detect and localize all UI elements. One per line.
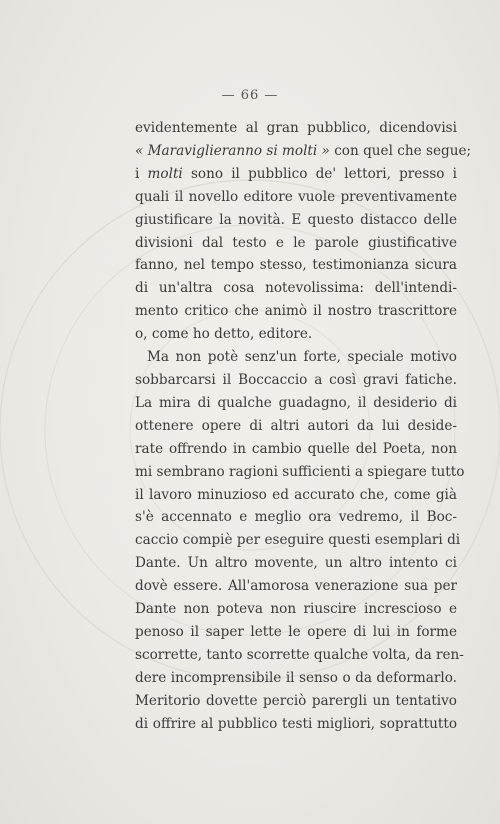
text-line: penoso il saper lette le opere di lui in forme (135, 623, 457, 640)
text-line: Dante. Un altro movente, un altro intento ci (135, 555, 457, 572)
text-line: mi sembrano ragioni sufficienti a spiegare tutto (135, 463, 465, 480)
text-line: s'è accennato e meglio ora vedremo, il Boc- (135, 509, 457, 526)
text-line: dere incomprensibile il senso o da deformarlo. (135, 669, 457, 686)
italic-quote: « Maraviglieranno si molti » (135, 142, 330, 159)
text-line: il lavoro minuzioso ed accurato che, come già (135, 486, 457, 503)
text-line: di un'altra cosa notevolissima: dell'intendi- (135, 280, 457, 297)
text-line: caccio compiè per eseguire questi esemplari di (135, 532, 461, 549)
text-line: quali il novello editore vuole preventivamente (135, 188, 457, 205)
text-line: i molti sono il pubblico de' lettori, presso i (135, 165, 458, 182)
text-line: scorrette, tanto scorrette qualche volta, da ren- (135, 646, 464, 663)
text-line: divisioni dal testo e le parole giustificative (135, 234, 457, 251)
text-line: « Maraviglieranno si molti » con quel che segue; (135, 142, 472, 159)
text-line: evidentemente al gran pubblico, dicendovisi (135, 120, 457, 136)
text-line: Meritorio dovette perciò parergli un tentativo (135, 692, 457, 709)
paragraph-first-line: Ma non potè senz'un forte, speciale motivo (147, 349, 457, 366)
text-line: La mira di qualche guadagno, il desiderio di (135, 394, 457, 411)
text-line: giustificare la novità. E questo distacco delle (135, 211, 457, 228)
text-line: rate offrendo in cambio quelle del Poeta, non (135, 440, 457, 457)
text-line: di offrire al pubblico testi migliori, soprattutto (135, 715, 457, 732)
italic-word: molti (147, 165, 183, 182)
text-line: dovè essere. All'amorosa venerazione sua per (135, 578, 457, 595)
body-text (135, 117, 472, 735)
text-line: sobbarcarsi il Boccaccio a così gravi fatiche. (135, 371, 457, 388)
text-line: Dante non poteva non riuscire increscioso e (135, 601, 457, 618)
page-number: — 66 — (221, 88, 279, 103)
text-line: mento critico che animò il nostro trascrittore (135, 303, 457, 320)
text-line: o, come ho detto, editore. (135, 326, 313, 343)
text-line: ottenere opere di altri autori da lui deside- (135, 417, 457, 434)
text-line: fanno, nel tempo stesso, testimonianza sicura (135, 257, 457, 274)
